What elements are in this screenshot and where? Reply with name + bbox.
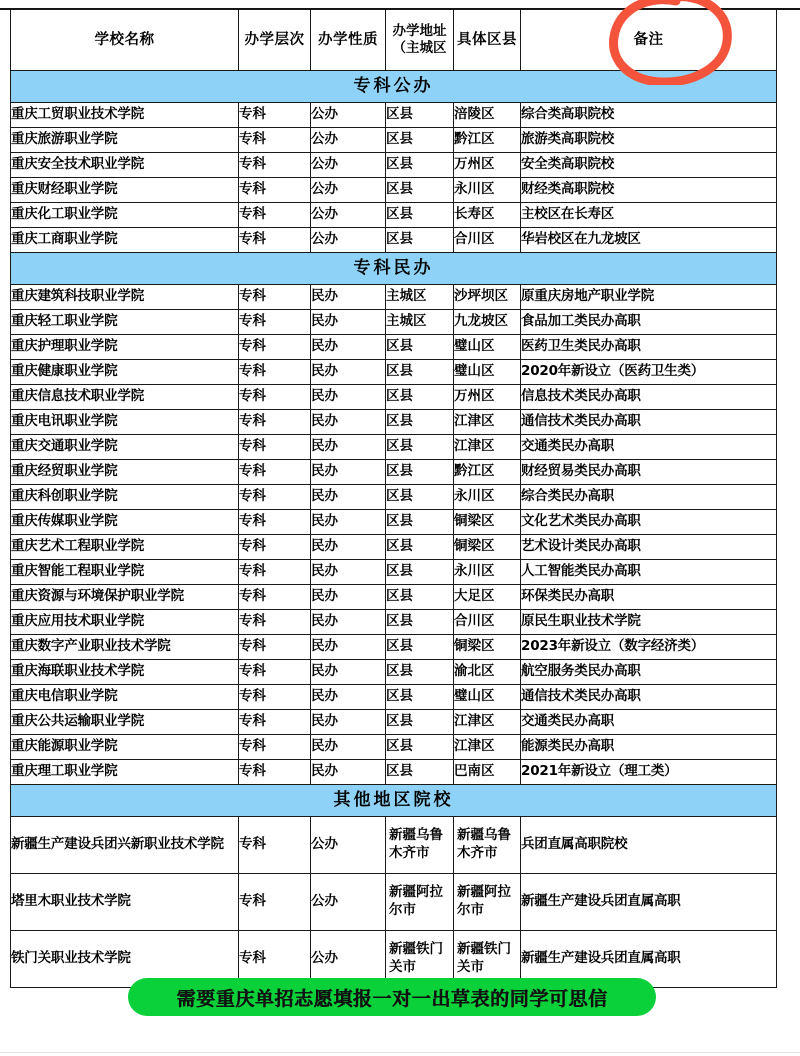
- cell-school-name: 重庆数字产业职业技术学院: [11, 635, 239, 660]
- cell-nature: 民办: [311, 635, 386, 660]
- table-row: [11, 560, 777, 585]
- cell-school-name: 重庆艺术工程职业学院: [11, 535, 239, 560]
- cell-nature: 民办: [311, 385, 386, 410]
- table-row: [11, 660, 777, 685]
- table-row: [11, 178, 777, 203]
- cell-level: 专科: [239, 128, 311, 153]
- cell-school-name: 重庆电信职业学院: [11, 685, 239, 710]
- table-row: [11, 103, 777, 128]
- cell-district: 铜梁区: [454, 510, 521, 535]
- cell-nature: 民办: [311, 610, 386, 635]
- cell-level: 专科: [239, 874, 311, 931]
- cell-level: 专科: [239, 535, 311, 560]
- cell-level: 专科: [239, 585, 311, 610]
- cell-address: 区县: [386, 660, 454, 685]
- college-table-body: [11, 10, 777, 988]
- bottom-divider: [0, 1052, 800, 1053]
- cell-school-name: 重庆安全技术职业学院: [11, 153, 239, 178]
- cell-note: 新疆生产建设兵团直属高职: [521, 931, 777, 988]
- cell-note: 交通类民办高职: [521, 710, 777, 735]
- cell-district: 永川区: [454, 560, 521, 585]
- cell-school-name: 重庆传媒职业学院: [11, 510, 239, 535]
- table-row: [11, 285, 777, 310]
- table-row: [11, 510, 777, 535]
- cell-district: 新疆乌鲁木齐市: [454, 817, 521, 874]
- cell-school-name: 重庆财经职业学院: [11, 178, 239, 203]
- cell-school-name: 重庆信息技术职业学院: [11, 385, 239, 410]
- cell-address: 主城区: [386, 285, 454, 310]
- cell-nature: 公办: [311, 153, 386, 178]
- cell-nature: 民办: [311, 335, 386, 360]
- table-row: [11, 535, 777, 560]
- cell-district: 九龙坡区: [454, 310, 521, 335]
- cell-address: 区县: [386, 635, 454, 660]
- cell-nature: 民办: [311, 535, 386, 560]
- cell-district: 璧山区: [454, 685, 521, 710]
- cell-level: 专科: [239, 817, 311, 874]
- cell-nature: 民办: [311, 485, 386, 510]
- cell-address: 新疆阿拉尔市: [386, 874, 454, 931]
- column-header-district: 具体区县: [454, 10, 521, 71]
- cell-district: 黔江区: [454, 128, 521, 153]
- cell-nature: 民办: [311, 285, 386, 310]
- column-header-school-name: 学校名称: [11, 10, 239, 71]
- cell-note: 财经类高职院校: [521, 178, 777, 203]
- cell-address: 区县: [386, 710, 454, 735]
- cell-note: 食品加工类民办高职: [521, 310, 777, 335]
- cell-nature: 公办: [311, 228, 386, 253]
- cell-school-name: 重庆电讯职业学院: [11, 410, 239, 435]
- cell-nature: 民办: [311, 410, 386, 435]
- cell-nature: 公办: [311, 817, 386, 874]
- cell-address: 区县: [386, 178, 454, 203]
- cell-school-name: 重庆应用技术职业学院: [11, 610, 239, 635]
- cell-nature: 民办: [311, 710, 386, 735]
- cell-address: 区县: [386, 560, 454, 585]
- table-row: [11, 735, 777, 760]
- table-row: [11, 874, 777, 931]
- cell-address: 区县: [386, 485, 454, 510]
- cell-school-name: 重庆能源职业学院: [11, 735, 239, 760]
- cell-note: 人工智能类民办高职: [521, 560, 777, 585]
- cell-level: 专科: [239, 610, 311, 635]
- cell-district: 江津区: [454, 410, 521, 435]
- cell-district: 长寿区: [454, 203, 521, 228]
- table-row: [11, 635, 777, 660]
- cell-address: 新疆铁门关市: [386, 931, 454, 988]
- cell-address: 区县: [386, 510, 454, 535]
- cell-nature: 民办: [311, 660, 386, 685]
- cell-note: 航空服务类民办高职: [521, 660, 777, 685]
- cell-school-name: 重庆护理职业学院: [11, 335, 239, 360]
- college-table-container: [10, 9, 776, 988]
- cell-district: 万州区: [454, 153, 521, 178]
- cell-level: 专科: [239, 310, 311, 335]
- cell-nature: 公办: [311, 874, 386, 931]
- cell-address: 区县: [386, 460, 454, 485]
- section-header-label: 专科民办: [11, 253, 777, 285]
- cell-district: 大足区: [454, 585, 521, 610]
- section-header-row: [11, 71, 777, 103]
- cell-address: 区县: [386, 335, 454, 360]
- cell-nature: 公办: [311, 931, 386, 988]
- cell-school-name: 铁门关职业技术学院: [11, 931, 239, 988]
- cell-nature: 公办: [311, 128, 386, 153]
- cell-address: 新疆乌鲁木齐市: [386, 817, 454, 874]
- table-row: [11, 410, 777, 435]
- cell-school-name: 重庆旅游职业学院: [11, 128, 239, 153]
- cell-level: 专科: [239, 153, 311, 178]
- cell-school-name: 重庆经贸职业学院: [11, 460, 239, 485]
- cell-level: 专科: [239, 178, 311, 203]
- cell-district: 合川区: [454, 228, 521, 253]
- cell-address: 区县: [386, 760, 454, 785]
- cell-school-name: 重庆交通职业学院: [11, 435, 239, 460]
- cell-note: 华岩校区在九龙坡区: [521, 228, 777, 253]
- cell-nature: 民办: [311, 560, 386, 585]
- cell-district: 铜梁区: [454, 535, 521, 560]
- cell-school-name: 重庆健康职业学院: [11, 360, 239, 385]
- table-row: [11, 710, 777, 735]
- cell-district: 江津区: [454, 710, 521, 735]
- cell-note: 旅游类高职院校: [521, 128, 777, 153]
- cell-nature: 民办: [311, 585, 386, 610]
- cell-district: 永川区: [454, 485, 521, 510]
- footer-banner-label: 需要重庆单招志愿填报一对一出草表的同学可思信: [176, 987, 608, 1010]
- cell-note: 环保类民办高职: [521, 585, 777, 610]
- cell-level: 专科: [239, 203, 311, 228]
- cell-district: 黔江区: [454, 460, 521, 485]
- section-header-label: 专科公办: [11, 71, 777, 103]
- cell-note: 安全类高职院校: [521, 153, 777, 178]
- cell-school-name: 重庆工贸职业技术学院: [11, 103, 239, 128]
- cell-address: 区县: [386, 228, 454, 253]
- cell-address: 区县: [386, 735, 454, 760]
- cell-address: 主城区: [386, 310, 454, 335]
- table-row: [11, 485, 777, 510]
- table-row: [11, 335, 777, 360]
- cell-address: 区县: [386, 103, 454, 128]
- cell-school-name: 塔里木职业技术学院: [11, 874, 239, 931]
- cell-note: 2023年新设立（数字经济类）: [521, 635, 777, 660]
- cell-level: 专科: [239, 660, 311, 685]
- cell-note: 医药卫生类民办高职: [521, 335, 777, 360]
- cell-address: 区县: [386, 535, 454, 560]
- cell-school-name: 重庆海联职业技术学院: [11, 660, 239, 685]
- table-row: [11, 460, 777, 485]
- column-header-address-line1: 办学地址: [392, 22, 447, 39]
- cell-level: 专科: [239, 735, 311, 760]
- cell-address: 区县: [386, 410, 454, 435]
- cell-district: 璧山区: [454, 335, 521, 360]
- cell-level: 专科: [239, 435, 311, 460]
- cell-nature: 公办: [311, 178, 386, 203]
- cell-address: 区县: [386, 585, 454, 610]
- cell-nature: 民办: [311, 685, 386, 710]
- cell-district: 新疆阿拉尔市: [454, 874, 521, 931]
- cell-nature: 民办: [311, 510, 386, 535]
- column-header-address: [386, 10, 454, 71]
- cell-school-name: 新疆生产建设兵团兴新职业技术学院: [11, 817, 239, 874]
- footer-banner[interactable]: [128, 978, 656, 1016]
- column-header-note: 备注: [521, 10, 777, 71]
- cell-note: 综合类高职院校: [521, 103, 777, 128]
- cell-level: 专科: [239, 335, 311, 360]
- cell-nature: 民办: [311, 435, 386, 460]
- cell-address: 区县: [386, 685, 454, 710]
- cell-level: 专科: [239, 685, 311, 710]
- cell-school-name: 重庆公共运输职业学院: [11, 710, 239, 735]
- table-row: [11, 203, 777, 228]
- cell-note: 财经贸易类民办高职: [521, 460, 777, 485]
- cell-nature: 民办: [311, 460, 386, 485]
- cell-level: 专科: [239, 560, 311, 585]
- table-row: [11, 817, 777, 874]
- cell-note: 新疆生产建设兵团直属高职: [521, 874, 777, 931]
- cell-level: 专科: [239, 103, 311, 128]
- cell-note: 信息技术类民办高职: [521, 385, 777, 410]
- cell-note: 交通类民办高职: [521, 435, 777, 460]
- cell-nature: 民办: [311, 735, 386, 760]
- cell-district: 新疆铁门关市: [454, 931, 521, 988]
- table-header-row: [11, 10, 777, 71]
- cell-level: 专科: [239, 485, 311, 510]
- section-header-label: 其他地区院校: [11, 785, 777, 817]
- cell-note: 能源类民办高职: [521, 735, 777, 760]
- cell-school-name: 重庆智能工程职业学院: [11, 560, 239, 585]
- cell-address: 区县: [386, 153, 454, 178]
- cell-level: 专科: [239, 510, 311, 535]
- cell-district: 沙坪坝区: [454, 285, 521, 310]
- section-header-row: [11, 253, 777, 285]
- table-row: [11, 760, 777, 785]
- cell-nature: 民办: [311, 760, 386, 785]
- cell-nature: 民办: [311, 310, 386, 335]
- cell-level: 专科: [239, 931, 311, 988]
- cell-level: 专科: [239, 385, 311, 410]
- cell-address: 区县: [386, 360, 454, 385]
- section-header-row: [11, 785, 777, 817]
- table-row: [11, 360, 777, 385]
- table-row: [11, 228, 777, 253]
- cell-district: 巴南区: [454, 760, 521, 785]
- table-row: [11, 685, 777, 710]
- cell-note: 兵团直属高职院校: [521, 817, 777, 874]
- table-row: [11, 153, 777, 178]
- cell-note: 综合类民办高职: [521, 485, 777, 510]
- cell-note: 原重庆房地产职业学院: [521, 285, 777, 310]
- cell-district: 万州区: [454, 385, 521, 410]
- cell-level: 专科: [239, 228, 311, 253]
- cell-district: 江津区: [454, 435, 521, 460]
- table-row: [11, 310, 777, 335]
- cell-nature: 民办: [311, 360, 386, 385]
- cell-school-name: 重庆理工职业学院: [11, 760, 239, 785]
- cell-district: 永川区: [454, 178, 521, 203]
- cell-nature: 公办: [311, 103, 386, 128]
- cell-note: 文化艺术类民办高职: [521, 510, 777, 535]
- cell-school-name: 重庆建筑科技职业学院: [11, 285, 239, 310]
- cell-district: 合川区: [454, 610, 521, 635]
- cell-address: 区县: [386, 435, 454, 460]
- cell-note: 通信技术类民办高职: [521, 685, 777, 710]
- cell-note: 原民生职业技术学院: [521, 610, 777, 635]
- cell-nature: 公办: [311, 203, 386, 228]
- college-table: [10, 9, 777, 988]
- cell-level: 专科: [239, 360, 311, 385]
- cell-district: 江津区: [454, 735, 521, 760]
- cell-school-name: 重庆科创职业学院: [11, 485, 239, 510]
- cell-school-name: 重庆化工职业学院: [11, 203, 239, 228]
- cell-address: 区县: [386, 128, 454, 153]
- cell-address: 区县: [386, 610, 454, 635]
- table-row: [11, 610, 777, 635]
- cell-district: 渝北区: [454, 660, 521, 685]
- cell-address: 区县: [386, 385, 454, 410]
- cell-level: 专科: [239, 285, 311, 310]
- table-row: [11, 585, 777, 610]
- table-row: [11, 435, 777, 460]
- cell-school-name: 重庆轻工职业学院: [11, 310, 239, 335]
- cell-district: 涪陵区: [454, 103, 521, 128]
- cell-note: 通信技术类民办高职: [521, 410, 777, 435]
- cell-note: 2020年新设立（医药卫生类）: [521, 360, 777, 385]
- cell-district: 璧山区: [454, 360, 521, 385]
- cell-note: 艺术设计类民办高职: [521, 535, 777, 560]
- table-row: [11, 128, 777, 153]
- cell-level: 专科: [239, 410, 311, 435]
- table-row: [11, 385, 777, 410]
- column-header-level: 办学层次: [239, 10, 311, 71]
- cell-address: 区县: [386, 203, 454, 228]
- cell-school-name: 重庆工商职业学院: [11, 228, 239, 253]
- column-header-nature: 办学性质: [311, 10, 386, 71]
- column-header-address-line2: （主城区: [392, 40, 447, 56]
- cell-note: 主校区在长寿区: [521, 203, 777, 228]
- cell-school-name: 重庆资源与环境保护职业学院: [11, 585, 239, 610]
- cell-level: 专科: [239, 635, 311, 660]
- cell-note: 2021年新设立（理工类）: [521, 760, 777, 785]
- cell-level: 专科: [239, 710, 311, 735]
- cell-level: 专科: [239, 460, 311, 485]
- cell-level: 专科: [239, 760, 311, 785]
- cell-district: 铜梁区: [454, 635, 521, 660]
